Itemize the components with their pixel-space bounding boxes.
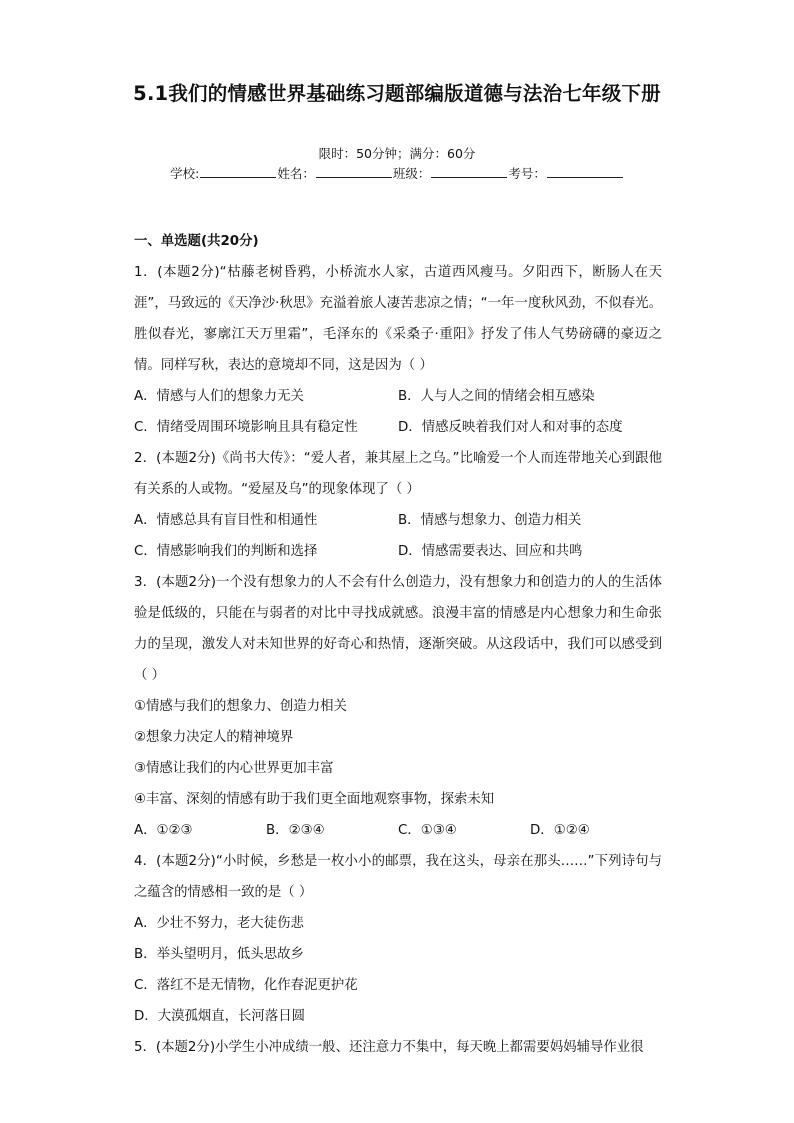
question-2-option-d: D．情感需要表达、回应和共鸣 — [398, 544, 583, 559]
section-heading: 一、单选题(共20分) — [134, 234, 259, 249]
question-4-option-a: A．少壮不努力，老大徒伤悲 — [134, 916, 304, 931]
question-4-option-c: C．落红不是无情物，化作春泥更护花 — [134, 978, 358, 993]
question-1-options-row2 — [134, 412, 662, 443]
exam-no-blank — [547, 165, 623, 178]
exam-no-label: 考号： — [508, 166, 546, 181]
question-list — [134, 226, 662, 1063]
question-2-stem: 2．(本题2分)《尚书大传》：“爱人者，兼其屋上之乌。”比喻爱一个人而连带地关心到跟他有关系的人或物。“爱屋及乌”的现象体现了（ ） — [134, 451, 662, 497]
document-title: 5.1我们的情感世界基础练习题部编版道德与法治七年级下册 — [133, 82, 661, 105]
question-2-option-c: C．情感影响我们的判断和选择 — [134, 544, 318, 559]
question-3-statement-3: ③情感让我们的内心世界更加丰富 — [134, 761, 334, 776]
question-3-statement-1: ①情感与我们的想象力、创造力相关 — [134, 699, 347, 714]
question-1-option-a: A．情感与人们的想象力无关 — [134, 389, 304, 404]
class-blank — [431, 165, 507, 178]
student-info-line — [0, 164, 794, 184]
question-1-option-b: B．人与人之间的情绪会相互感染 — [398, 389, 595, 404]
question-2-options-row2 — [134, 536, 662, 567]
time-limit: 限时：50分钟；满分：60分 — [318, 146, 476, 161]
question-2-option-b: B．情感与想象力、创造力相关 — [398, 513, 582, 528]
question-3-option-d: D．①②④ — [530, 823, 590, 838]
question-2-option-a: A．情感总具有盲目性和相通性 — [134, 513, 318, 528]
school-blank — [200, 165, 276, 178]
question-3-statement-4: ④丰富、深刻的情感有助于我们更全面地观察事物，探索未知 — [134, 792, 495, 807]
name-blank — [316, 165, 392, 178]
question-1-options-row1 — [134, 381, 662, 412]
question-1-option-c: C．情绪受周围环境影响且具有稳定性 — [134, 420, 358, 435]
question-5-stem: 5．(本题2分)小学生小冲成绩一般、还注意力不集中，每天晚上都需要妈妈辅导作业很 — [134, 1040, 644, 1055]
question-4-stem: 4．(本题2分)“小时候，乡愁是一枚小小的邮票，我在这头，母亲在那头……”下列诗句与之蕴含的情感相一致的是（ ） — [134, 854, 662, 900]
question-3-options — [134, 815, 662, 846]
question-3-option-b: B．②③④ — [266, 823, 325, 838]
question-3-option-c: C．①③④ — [398, 823, 457, 838]
question-1-option-d: D．情感反映着我们对人和对事的态度 — [398, 420, 623, 435]
school-label: 学校: — [170, 166, 200, 181]
question-3-statement-2: ②想象力决定人的精神境界 — [134, 730, 294, 745]
question-3-stem: 3．(本题2分)一个没有想象力的人不会有什么创造力，没有想象力和创造力的人的生活体验是低级的，只能在与弱者的对比中寻找成就感。浪漫丰富的情感是内心想象力和生命张力的呈现，激发人对未知世界的好奇心和热情，逐渐突破。从这段话中，我们可以感受到（ ） — [134, 575, 662, 683]
name-label: 姓名： — [277, 166, 315, 181]
question-4-option-b: B．举头望明月，低头思故乡 — [134, 947, 304, 962]
class-label: 班级： — [392, 166, 431, 181]
question-3-option-a: A．①②③ — [134, 823, 193, 838]
question-1-stem: 1．(本题2分)“枯藤老树昏鸦，小桥流水人家，古道西风瘦马。夕阳西下，断肠人在天涯”，马致远的《天净沙·秋思》充溢着旅人凄苦悲凉之情；“一年一度秋风劲，不似春光。胜似春光，寥廓江天万里霜”，毛泽东的《采桑子·重阳》抒发了伟人气势磅礴的豪迈之情。同样写秋，表达的意境却不同，这是因为（ ） — [134, 265, 662, 373]
question-4-option-d: D．大漠孤烟直，长河落日圆 — [134, 1009, 305, 1024]
question-2-options-row1 — [134, 505, 662, 536]
